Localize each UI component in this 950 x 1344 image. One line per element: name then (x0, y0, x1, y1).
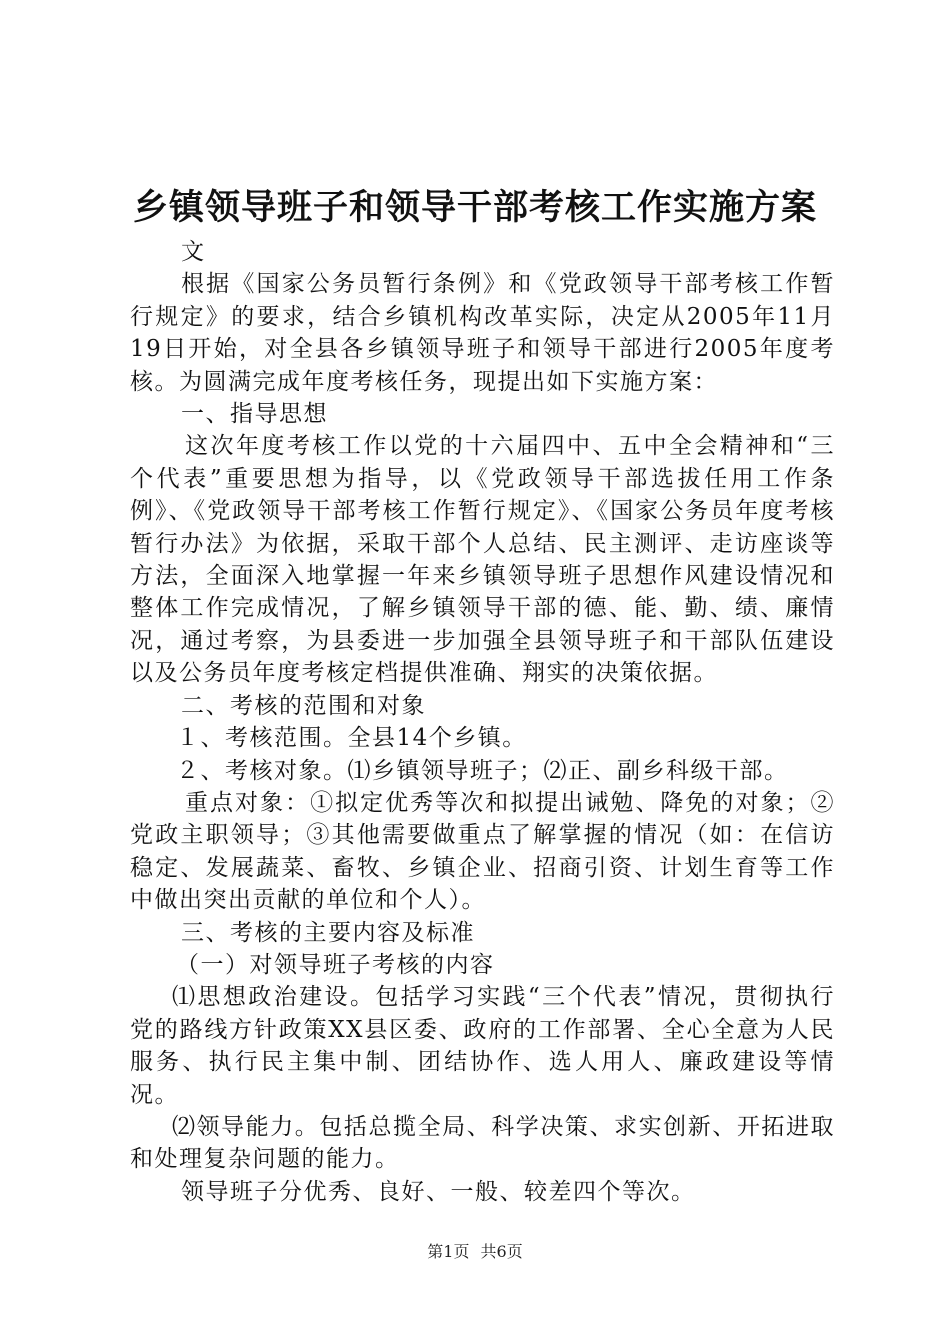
paragraph-grades: 领导班子分优秀、良好、一般、较差四个等次。 (181, 1178, 696, 1205)
page-number: 第1页 (427, 1242, 470, 1261)
paragraph-targets: ２、考核对象。⑴乡镇领导班子；⑵正、副乡科级干部。 (176, 757, 789, 784)
page-total: 共6页 (480, 1242, 523, 1261)
paragraph-political-building: ⑴思想政治建设。包括学习实践“三个代表”情况，贯彻执行党的路线方针政策XX县区委、政府的工作部署、全心全意为人民服务、执行民主集中制、团结协作、选人用人、廉政建设等情况。 (130, 984, 835, 1108)
section-heading-content: 三、考核的主要内容及标准 (181, 919, 475, 946)
paragraph-guiding-thought: 这次年度考核工作以党的十六届四中、五中全会精神和“三个代表”重要思想为指导，以《党政领导干部选拔任用工作条例》、《党政领导干部考核工作暂行规定》、《国家公务员年度考核暂行办法》为依据，采取干部个人总结、民主测评、走访座谈等方法，全面深入地掌握一年来乡镇领导班子思想作风建设情况和整体工作完成情况，了解乡镇领导干部的德、能、勤、绩、廉情况，通过考察，为县委进一步加强全县领导班子和干部队伍建设以及公务员年度考核定档提供准确、翔实的决策依据。 (130, 433, 835, 687)
page-footer (0, 1240, 950, 1264)
document-title: 乡镇领导班子和领导干部考核工作实施方案 (132, 187, 817, 228)
paragraph-key-targets: 重点对象：①拟定优秀等次和拟提出诫勉、降免的对象；②党政主职领导；③其他需要做重点了解掌握的情况（如：在信访稳定、发展蔬菜、畜牧、乡镇企业、招商引资、计划生育等工作中做出突出贡献的单位和个人）。 (130, 789, 835, 914)
paragraph-author: 文 (181, 239, 206, 265)
paragraph-scope: １、考核范围。全县14个乡镇。 (176, 725, 527, 752)
paragraph-intro: 根据《国家公务员暂行条例》和《党政领导干部考核工作暂行规定》的要求，结合乡镇机构改革实际，决定从2005年11月19日开始，对全县各乡镇领导班子和领导干部进行2005年度考核。为圆满完成年度考核任务，现提出如下实施方案： (130, 271, 835, 395)
section-heading-scope: 二、考核的范围和对象 (181, 692, 426, 719)
subsection-heading-team: （一）对领导班子考核的内容 (176, 951, 495, 978)
section-heading-guiding-thought: 一、指导思想 (181, 401, 328, 428)
document-body (130, 236, 835, 1208)
paragraph-leadership-ability: ⑵领导能力。包括总揽全局、科学决策、求实创新、开拓进取和处理复杂问题的能力。 (130, 1113, 835, 1173)
